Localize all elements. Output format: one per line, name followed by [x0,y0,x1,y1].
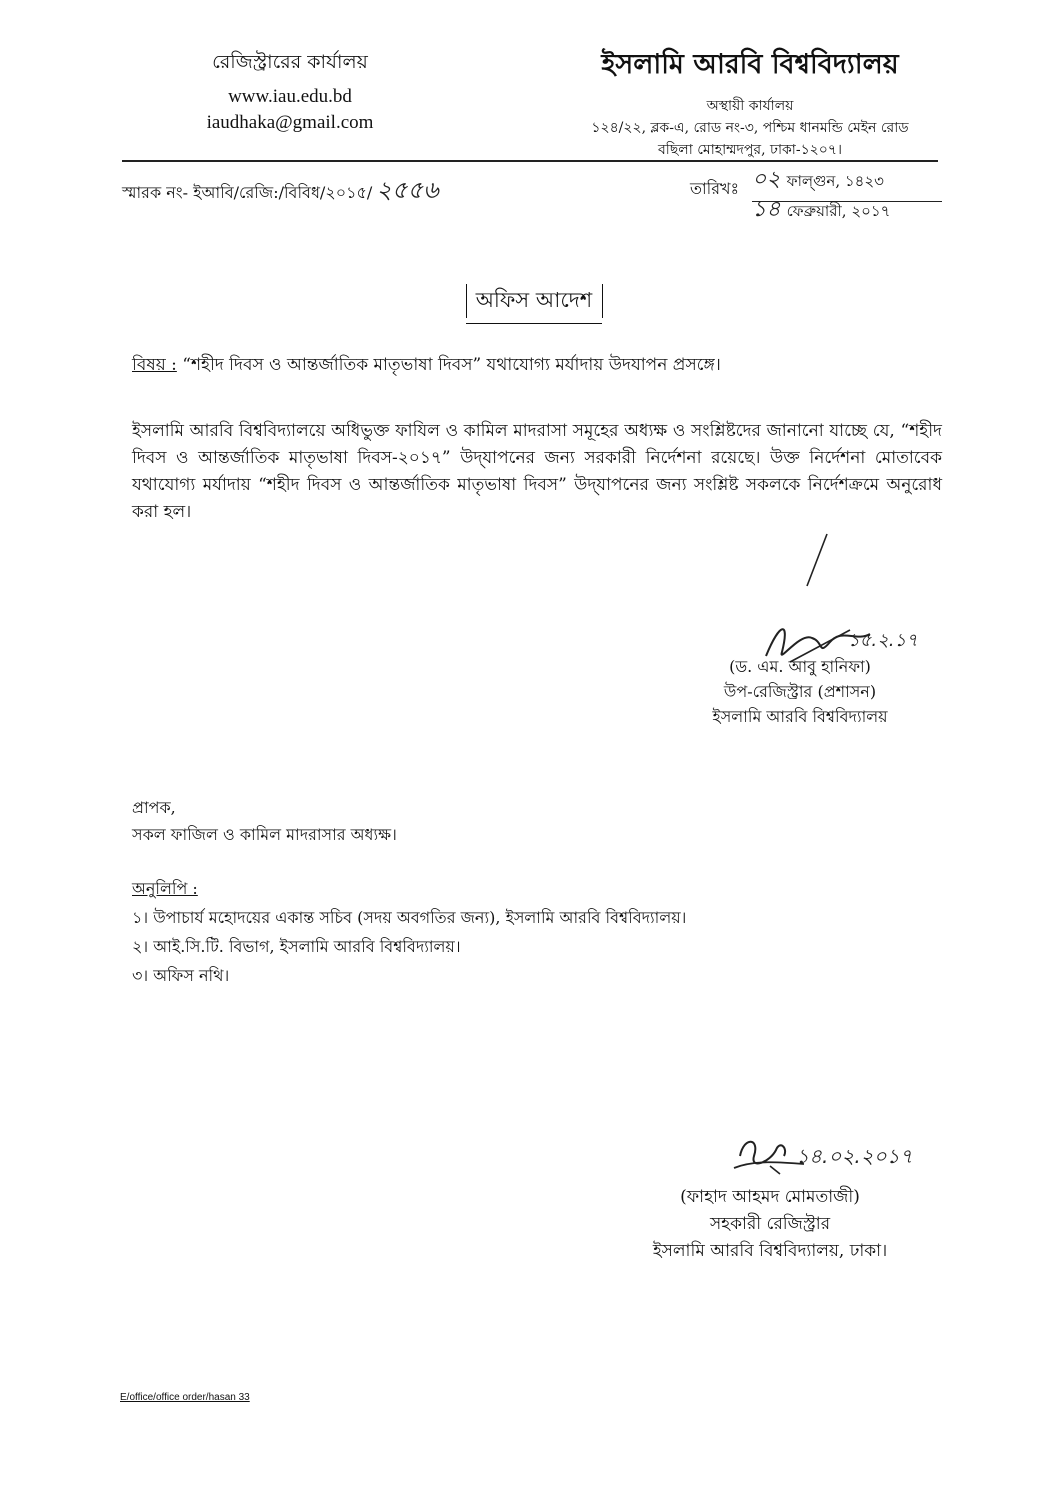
subject-text: “শহীদ দিবস ও আন্তর্জাতিক মাতৃভাষা দিবস” যথাযোগ্য মর্যাদায় উদযাপন প্রসঙ্গে। [182,355,721,375]
date-bangla-rest: ফাল্গুন, ১৪২৩ [786,172,884,190]
university-header [560,44,940,161]
date-label: তারিখঃ [690,179,740,198]
signatory-1-org: ইসলামি আরবি বিশ্ববিদ্যালয় [712,707,888,726]
file-path-footer: E/office/office order/hasan 33 [120,1392,250,1403]
list-item: ২। আই.সি.টি. বিভাগ, ইসলামি আরবি বিশ্ববিদ্যালয়। [132,937,461,956]
website: www.iau.edu.bd [228,86,352,107]
copies-label: অনুলিপি : [132,879,198,898]
address-line-2: বছিলা মোহাম্মদপুর, ঢাকা-১২০৭। [658,142,842,158]
date-english [752,192,942,229]
signatory-1-designation: উপ-রেজিস্ট্রার (প্রশাসন) [723,682,877,701]
signatory-2-designation: সহকারী রেজিস্ট্রার [709,1214,831,1234]
document-title: অফিস আদেশ [466,284,602,324]
temp-office: অস্থায়ী কার্যালয় [706,98,794,114]
signature-2-date: ১৪.০২.২০১৭ [796,1144,913,1168]
title-frame-right [602,284,603,318]
signatory-2-org: ইসলামি আরবি বিশ্ববিদ্যালয়, ঢাকা। [652,1241,888,1261]
email: iaudhaka@gmail.com [206,112,374,133]
subject-line [132,352,721,380]
recipient-block [132,794,397,848]
signatory-2 [620,1184,920,1265]
memo-label: স্মারক নং- ইআবি/রেজি:/বিবিধ/২০১৫/ [122,183,373,202]
date-english-day: ১৪ [752,197,781,222]
date-bangla-day: ০২ [752,167,781,192]
signatory-1-name: (ড. এম. আবু হানিফা) [729,657,871,676]
date-english-rest: ফেব্রুয়ারী, ২০১৭ [786,202,891,220]
body-paragraph: ইসলামি আরবি বিশ্ববিদ্যালয়ে অধিভুক্ত ফাযিল ও কামিল মাদরাসা সমূহের অধ্যক্ষ ও সংশ্লিষ্টদের জানানো যাচ্ছে যে, “শহীদ দিবস ও আন্তর্জাতিক মাতৃভাষা দিবস-২০১৭” উদ্‌যাপনের জন্য সরকারী নির্দেশনা রয়েছে। উক্ত নির্দেশনা মোতাবেক যথাযোগ্য মর্যাদায় “শহীদ দিবস ও আন্তর্জাতিক মাতৃভাষা দিবস” উদ্‌যাপনের জন্য সংশ্লিষ্ট সকলকে নির্দেশক্রমে অনুরোধ করা হল। [132,421,942,522]
copies-block [132,874,686,990]
office-header [175,48,405,136]
recipient-label: প্রাপক, [132,798,176,817]
signature-1-date: ১৫.২.১৭ [848,630,918,651]
university-name: ইসলামি আরবি বিশ্ববিদ্যালয় [601,49,899,80]
office-name: রেজিস্ট্রারের কার্যালয় [212,51,368,73]
pen-stroke-mark [795,530,835,590]
address-line-1: ১২৪/২২, ব্লক-এ, রোড নং-৩, পশ্চিম ধানমন্ডি মেইন রোড [591,120,909,136]
memo-number [122,172,439,212]
list-item: ১। উপাচার্য মহোদয়ের একান্ত সচিব (সদয় অবগতির জন্য), ইসলামি আরবি বিশ্ববিদ্যালয়। [132,908,687,927]
recipient-text: সকল ফাজিল ও কামিল মাদরাসার অধ্যক্ষ। [132,825,397,844]
signatory-1 [685,654,915,729]
list-item: ৩। অফিস নথি। [132,966,230,985]
subject-label: বিষয় : [132,355,177,375]
title-frame-left [466,284,467,318]
memo-handwritten-number: ২৫৫৬ [376,176,439,204]
signatory-2-name: (ফাহাদ আহমদ মোমতাজী) [680,1187,860,1207]
